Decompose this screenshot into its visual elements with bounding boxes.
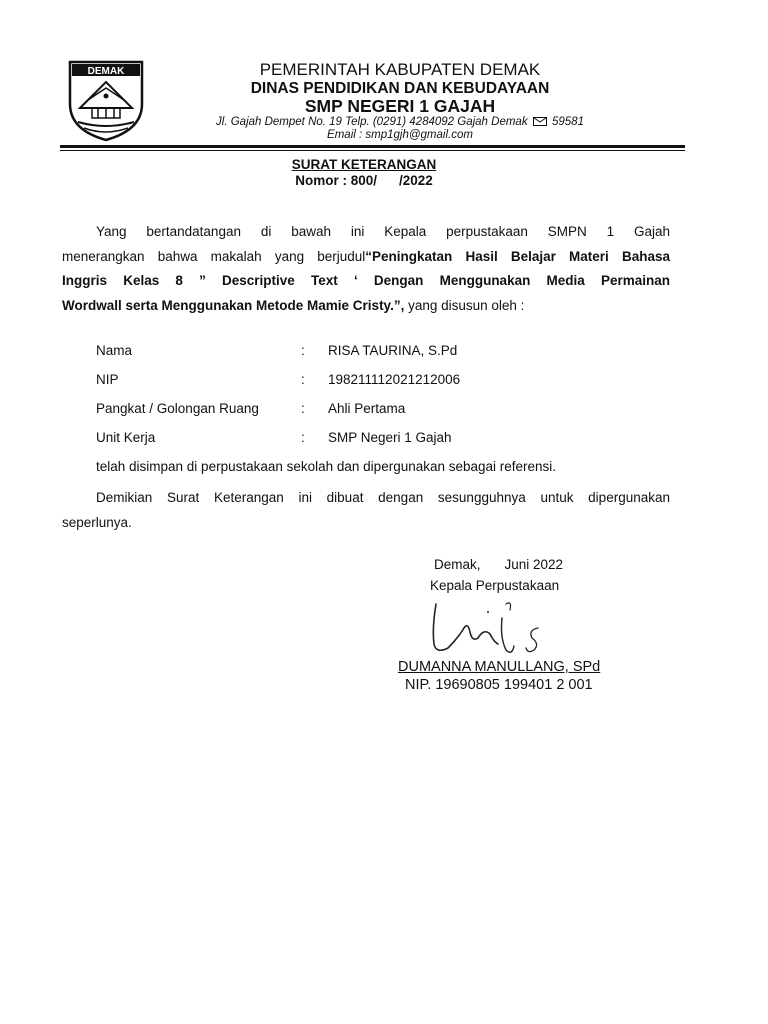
closing-line-2: seperlunya. (62, 514, 132, 530)
letter-number-year: /2022 (398, 173, 433, 188)
signatory-name: DUMANNA MANULLANG, SPd (398, 659, 601, 675)
field-label: Unit Kerja (96, 430, 156, 445)
handwritten-signature (420, 598, 560, 660)
intro-line-3 (62, 269, 670, 294)
postal-code: 59581 (551, 116, 584, 128)
intro-text-1: Yang bertandatangan di bawah ini Kepala perpustakaan SMPN 1 Gajah (96, 224, 670, 239)
paper-title-part-2: Inggris Kelas 8 ” Descriptive Text ‘ Dengan Menggunakan Media Permainan (62, 273, 670, 288)
field-label: Nama (96, 343, 133, 358)
field-value: 198211112021212006 (328, 372, 461, 387)
field-colon: : (301, 401, 305, 416)
field-value: SMP Negeri 1 Gajah (328, 430, 452, 445)
letterhead-divider-thick (60, 145, 685, 148)
address-text: Jl. Gajah Dempet No. 19 Telp. (0291) 4284092 Gajah Demak (216, 116, 528, 128)
envelope-icon (533, 117, 547, 126)
intro-text-2: menerangkan bahwa makalah yang berjudul (62, 248, 366, 264)
field-colon: : (301, 372, 305, 387)
signature-date (434, 557, 563, 572)
letterhead-school: SMP NEGERI 1 GAJAH (304, 96, 496, 116)
signature-month-year: Juni 2022 (504, 557, 564, 572)
intro-line-4 (62, 294, 670, 319)
demak-regency-logo (66, 60, 146, 142)
field-value: Ahli Pertama (328, 401, 406, 416)
field-value: RISA TAURINA, S.Pd (328, 343, 458, 358)
intro-line-2 (62, 245, 670, 270)
signatory-position: Kepala Perpustakaan (430, 578, 560, 593)
signature-place: Demak, (434, 557, 481, 572)
letter-number-prefix: Nomor : 800/ (295, 173, 377, 188)
field-label: Pangkat / Golongan Ruang (96, 401, 259, 416)
letter-number (0, 173, 728, 188)
intro-text-4: yang disusun oleh : (404, 297, 525, 313)
logo-text: DEMAK (87, 66, 125, 77)
intro-line-1 (62, 220, 670, 245)
closing-line-1 (62, 486, 670, 511)
letterhead-address (150, 116, 650, 128)
storage-statement: telah disimpan di perpustakaan sekolah dan dipergunakan sebagai referensi. (96, 459, 557, 474)
field-colon: : (301, 343, 305, 358)
letterhead-department: DINAS PENDIDIKAN DAN KEBUDAYAAN (250, 80, 550, 97)
signatory-nip: NIP. 19690805 199401 2 001 (405, 677, 593, 693)
field-colon: : (301, 430, 305, 445)
letterhead-government: PEMERINTAH KABUPATEN DEMAK (259, 60, 541, 79)
field-label: NIP (96, 372, 119, 387)
paper-title-part-3: Wordwall serta Menggunakan Metode Mamie Cristy.”, (62, 297, 405, 313)
intro-paragraph (62, 220, 670, 318)
letterhead-email: Email : smp1gjh@gmail.com (327, 129, 473, 141)
letterhead-divider-thin (60, 150, 685, 151)
closing-paragraph (62, 486, 670, 535)
paper-title-part-1: “Peningkatan Hasil Belajar Materi Bahasa (365, 248, 670, 264)
letter-title: SURAT KETERANGAN (291, 157, 437, 172)
closing-text-1: Demikian Surat Keterangan ini dibuat dengan sesungguhnya untuk dipergunakan (96, 490, 670, 505)
